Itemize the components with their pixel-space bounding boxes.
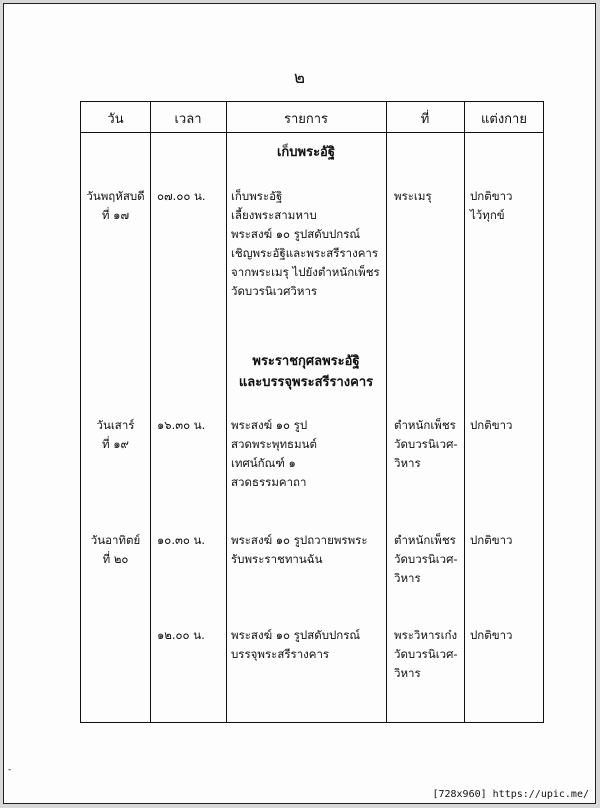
header-place: ที่ [420,112,430,127]
row-items: พระสงฆ์ ๑๐ รูปสดับปกรณ์ บรรจุพระสรีรางคาร [231,628,361,661]
column-divider [226,102,227,722]
row-day: วันอาทิตย์ ที่ ๒๐ [90,533,141,566]
header-divider [81,132,543,133]
row-items: พระสงฆ์ ๑๐ รูป สวดพระพุทธมนต์ เทศน์กัณฑ์ ๑ สวดธรรมคาถา [231,418,317,489]
header-time: เวลา [174,112,202,127]
row-place: ตำหนักเพ็ชร วัดบวรนิเวศ- วิหาร [394,418,458,470]
row-items: เก็บพระอัฐิ เลี้ยงพระสามหาบ พระสงฆ์ ๑๐ รูปสดับปกรณ์ เชิญพระอัฐิและพระสรีรางคาร จากพระเมรุ ไปยังตำหนักเพ็ชร วัดบวรนิเวศวิหาร [231,189,380,298]
column-divider [464,102,465,722]
section-title: พระราชกุศลพระอัฐิ และบรรจุพระสรีรางคาร [238,354,374,390]
row-dress: ปกติขาว [470,628,513,642]
section-title: เก็บพระอัฐิ [276,145,336,160]
row-time: ๑๐.๓๐ น. [157,533,206,547]
row-time: ๑๒.๐๐ น. [157,628,205,642]
row-items: พระสงฆ์ ๑๐ รูปถวายพรพระ รับพระราชทานฉัน [231,533,368,566]
row-time: ๑๖.๓๐ น. [157,418,206,432]
watermark-text: [728x960] https://upic.me/ [432,789,589,800]
header-dress: แต่งกาย [481,112,527,127]
page-number: ๒ [293,68,306,88]
row-place: พระวิหารเก๋ง วัดบวรนิเวศ- วิหาร [394,628,458,680]
header-items: รายการ [283,112,329,127]
document-page [3,3,596,804]
row-dress: ปกติขาว [470,418,513,432]
row-day: วันพฤหัสบดี ที่ ๑๗ [86,189,145,222]
row-dress: ปกติขาว [470,533,513,547]
schedule-table [80,101,544,723]
corner-mark: - [8,765,12,775]
row-place: พระเมรุ [394,189,432,203]
row-time: ๐๗.๐๐ น. [157,189,206,203]
column-divider [150,102,151,722]
row-place: ตำหนักเพ็ชร วัดบวรนิเวศ- วิหาร [394,533,458,585]
column-divider [386,102,387,722]
header-day: วัน [107,112,124,127]
row-day: วันเสาร์ ที่ ๑๙ [96,418,135,451]
row-dress: ปกติขาว ไว้ทุกข์ [470,189,513,222]
